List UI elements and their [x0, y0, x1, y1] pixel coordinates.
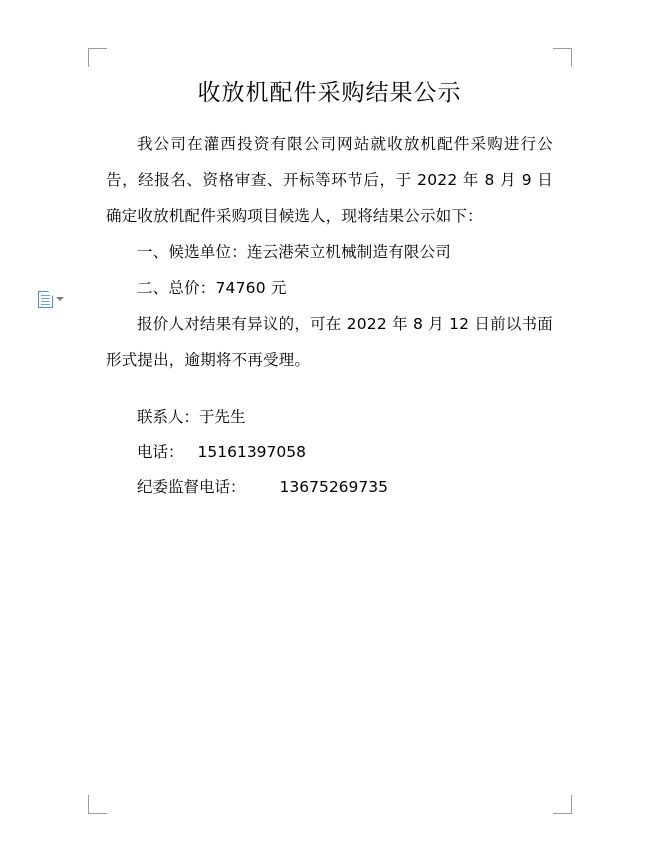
- supervision-phone-label: 纪委监督电话：: [137, 478, 246, 496]
- contact-phone-label: 电话：: [137, 443, 184, 461]
- floating-object-icon[interactable]: [38, 290, 72, 308]
- contact-block: [106, 400, 553, 505]
- paragraph-total-price: 二、总价：74760 元: [137, 279, 287, 297]
- document-body: [106, 66, 553, 505]
- contact-person: 联系人：于先生: [137, 408, 246, 426]
- paragraph-intro: 我公司在灌西投资有限公司网站就收放机配件采购进行公告，经报名、资格审查、开标等环节后，于 2022 年 8 月 9 日确定收放机配件采购项目候选人，现将结果公示如下：: [106, 135, 553, 225]
- crop-mark-bottom-left: [88, 795, 107, 814]
- document-sheet-icon: [38, 291, 53, 308]
- paragraph-candidate-unit: 一、候选单位：连云港荣立机械制造有限公司: [137, 243, 452, 261]
- crop-mark-top-right: [553, 48, 572, 67]
- crop-mark-bottom-right: [553, 795, 572, 814]
- chevron-down-icon[interactable]: [56, 297, 64, 301]
- page-title: 收放机配件采购结果公示: [197, 80, 462, 106]
- paragraph-objection-notice: 报价人对结果有异议的，可在 2022 年 8 月 12 日前以书面形式提出，逾期将不再受理。: [106, 315, 553, 369]
- crop-mark-top-left: [88, 48, 107, 67]
- contact-phone-row: [106, 435, 553, 470]
- contact-phone-value: 15161397058: [197, 443, 306, 461]
- supervision-phone-value: 13675269735: [279, 478, 388, 496]
- supervision-phone-row: [106, 470, 553, 505]
